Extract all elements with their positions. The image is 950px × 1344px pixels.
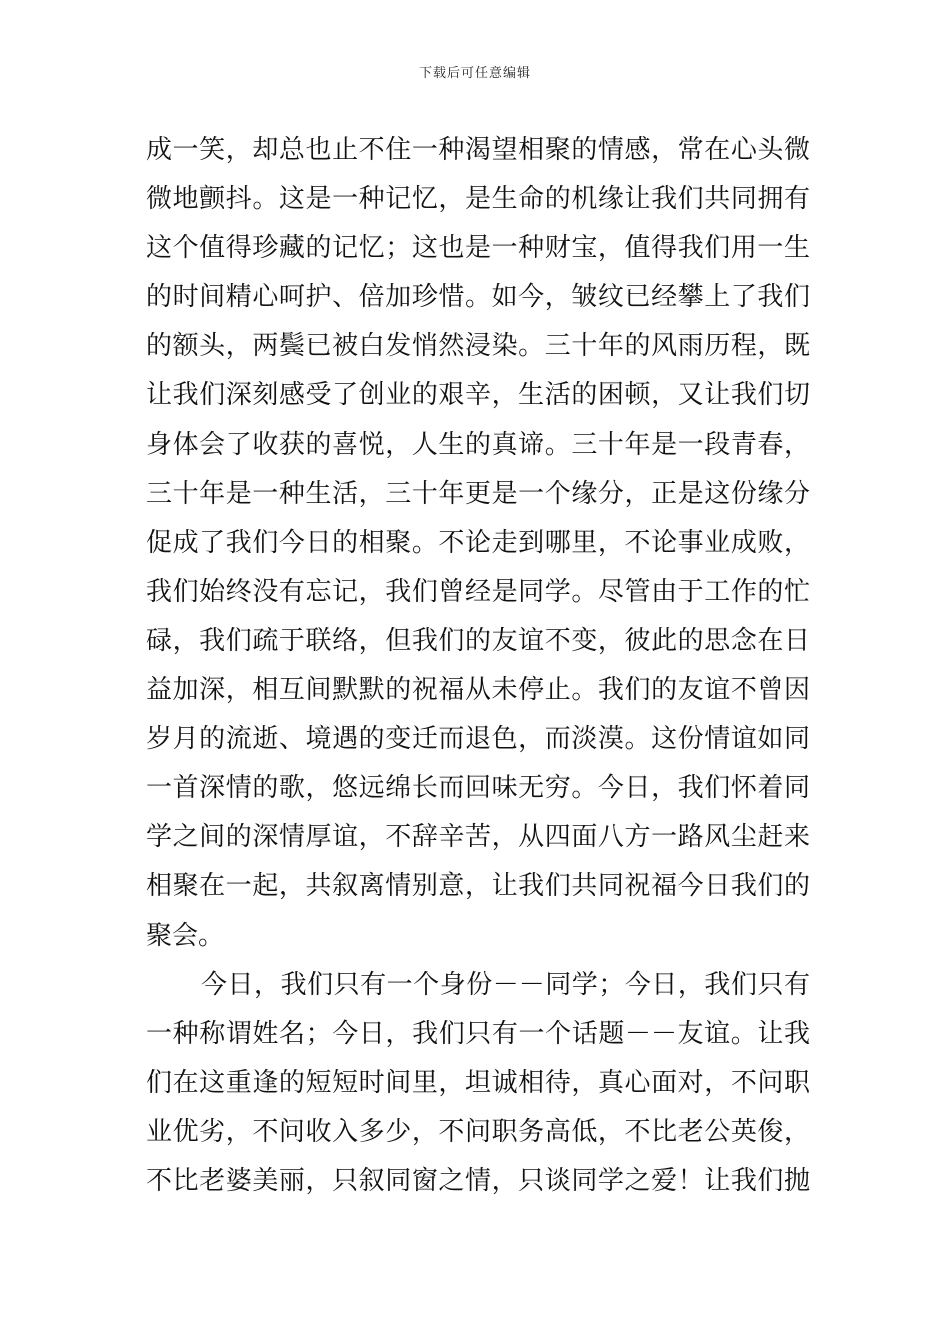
text-line: 业优劣，不问收入多少，不问职务高低，不比老公英俊， bbox=[146, 1116, 810, 1147]
text-line: 不比老婆美丽，只叙同窗之情，只谈同学之爱！让我们抛 bbox=[146, 1165, 810, 1196]
text-line: 今日，我们只有一个身份－－同学；今日，我们只有 bbox=[201, 969, 810, 1000]
text-line: 我们始终没有忘记，我们曾经是同学。尽管由于工作的忙 bbox=[146, 576, 810, 607]
paragraph-1 bbox=[146, 126, 810, 961]
text-line: 们在这重逢的短短时间里，坦诚相待，真心面对，不问职 bbox=[146, 1067, 810, 1098]
text-line: 一种称谓姓名；今日，我们只有一个话题－－友谊。让我 bbox=[146, 1018, 810, 1049]
text-line: 学之间的深情厚谊，不辞辛苦，从四面八方一路风尘赶来 bbox=[146, 822, 810, 853]
text-line: 促成了我们今日的相聚。不论走到哪里，不论事业成败， bbox=[146, 527, 810, 558]
document-body bbox=[146, 126, 810, 1206]
text-line: 相聚在一起，共叙离情别意，让我们共同祝福今日我们的 bbox=[146, 871, 810, 902]
text-line: 三十年是一种生活，三十年更是一个缘分，正是这份缘分 bbox=[146, 478, 810, 509]
text-line: 碌，我们疏于联络，但我们的友谊不变，彼此的思念在日 bbox=[146, 625, 810, 656]
text-line: 益加深，相互间默默的祝福从未停止。我们的友谊不曾因 bbox=[146, 675, 810, 706]
text-line: 的时间精心呵护、倍加珍惜。如今，皱纹已经攀上了我们 bbox=[146, 282, 810, 313]
paragraph-2 bbox=[146, 961, 810, 1206]
text-line: 让我们深刻感受了创业的艰辛，生活的困顿，又让我们切 bbox=[146, 380, 810, 411]
text-line: 一首深情的歌，悠远绵长而回味无穷。今日，我们怀着同 bbox=[146, 773, 810, 804]
text-line: 这个值得珍藏的记忆；这也是一种财宝，值得我们用一生 bbox=[146, 233, 810, 264]
text-line: 聚会。 bbox=[146, 920, 225, 951]
text-line: 身体会了收获的喜悦，人生的真谛。三十年是一段青春， bbox=[146, 429, 810, 460]
text-line: 成一笑，却总也止不住一种渴望相聚的情感，常在心头微 bbox=[146, 135, 810, 165]
page-header: 下载后可任意编辑 bbox=[418, 66, 531, 81]
text-line: 微地颤抖。这是一种记忆，是生命的机缘让我们共同拥有 bbox=[146, 184, 810, 215]
text-line: 的额头，两鬓已被白发悄然浸染。三十年的风雨历程，既 bbox=[146, 331, 810, 362]
text-line: 岁月的流逝、境遇的变迁而退色，而淡漠。这份情谊如同 bbox=[146, 724, 810, 755]
